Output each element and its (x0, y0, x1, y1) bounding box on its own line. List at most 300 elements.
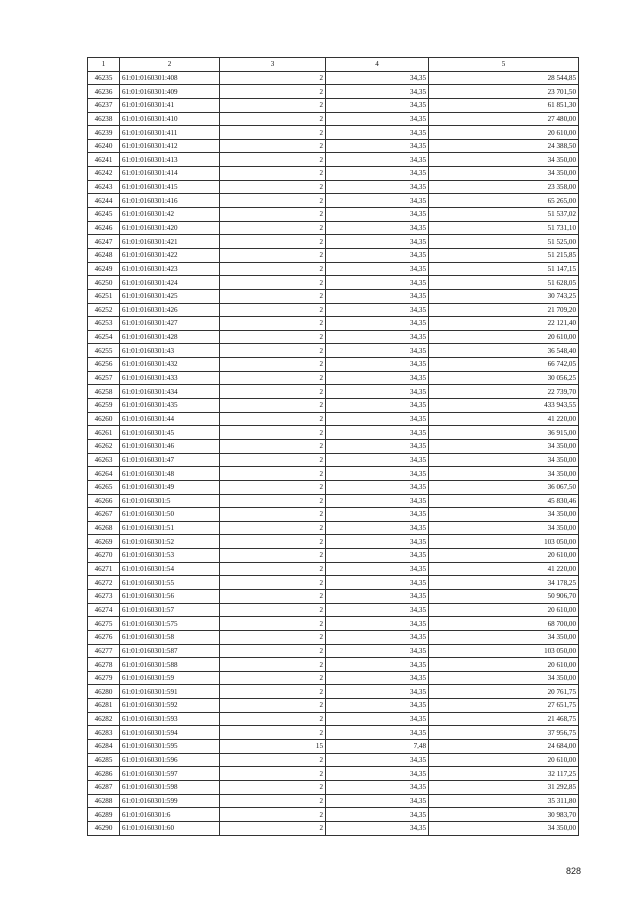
cell-value: 24 684,00 (429, 740, 579, 754)
cell-row-number: 46263 (88, 453, 120, 467)
cell-row-number: 46241 (88, 153, 120, 167)
cell-row-number: 46251 (88, 289, 120, 303)
table-row (88, 780, 579, 794)
table-row (88, 153, 579, 167)
cell-quantity: 2 (220, 480, 326, 494)
cell-quantity: 2 (220, 467, 326, 481)
cell-cadastral-number: 61:01:0160301:57 (120, 603, 220, 617)
cell-quantity: 2 (220, 412, 326, 426)
table-row (88, 439, 579, 453)
table-row (88, 808, 579, 822)
cell-rate: 34,35 (326, 494, 429, 508)
cell-quantity: 2 (220, 276, 326, 290)
cell-quantity: 2 (220, 549, 326, 563)
cell-quantity: 2 (220, 753, 326, 767)
cell-cadastral-number: 61:01:0160301:423 (120, 262, 220, 276)
table-row (88, 426, 579, 440)
cell-value: 34 350,00 (429, 521, 579, 535)
cell-value: 433 943,55 (429, 399, 579, 413)
cell-cadastral-number: 61:01:0160301:420 (120, 221, 220, 235)
cell-row-number: 46282 (88, 712, 120, 726)
table-row (88, 576, 579, 590)
cell-quantity: 2 (220, 699, 326, 713)
table-row (88, 412, 579, 426)
cell-rate: 34,35 (326, 712, 429, 726)
cell-value: 65 265,00 (429, 194, 579, 208)
cell-quantity: 2 (220, 521, 326, 535)
cell-row-number: 46274 (88, 603, 120, 617)
table-row (88, 753, 579, 767)
table-row (88, 139, 579, 153)
cell-row-number: 46264 (88, 467, 120, 481)
cell-cadastral-number: 61:01:0160301:49 (120, 480, 220, 494)
cell-cadastral-number: 61:01:0160301:412 (120, 139, 220, 153)
cell-value: 20 761,75 (429, 685, 579, 699)
cell-rate: 34,35 (326, 235, 429, 249)
cell-value: 50 906,70 (429, 589, 579, 603)
table-row (88, 617, 579, 631)
cell-quantity: 2 (220, 180, 326, 194)
cell-value: 34 350,00 (429, 153, 579, 167)
cell-cadastral-number: 61:01:0160301:5 (120, 494, 220, 508)
cell-rate: 34,35 (326, 317, 429, 331)
cell-value: 20 610,00 (429, 549, 579, 563)
cell-row-number: 46266 (88, 494, 120, 508)
cell-quantity: 2 (220, 317, 326, 331)
table-row (88, 85, 579, 99)
cell-quantity: 2 (220, 71, 326, 85)
table-row (88, 603, 579, 617)
cell-value: 34 350,00 (429, 453, 579, 467)
table-row (88, 262, 579, 276)
cell-quantity: 2 (220, 139, 326, 153)
cell-value: 51 537,02 (429, 208, 579, 222)
cell-rate: 34,35 (326, 71, 429, 85)
table-row (88, 98, 579, 112)
cell-rate: 34,35 (326, 439, 429, 453)
cell-quantity: 2 (220, 426, 326, 440)
cell-row-number: 46286 (88, 767, 120, 781)
cell-quantity: 2 (220, 535, 326, 549)
cell-value: 32 117,25 (429, 767, 579, 781)
table-row (88, 235, 579, 249)
cell-value: 28 544,85 (429, 71, 579, 85)
cell-cadastral-number: 61:01:0160301:592 (120, 699, 220, 713)
cell-value: 45 830,46 (429, 494, 579, 508)
cell-quantity: 2 (220, 576, 326, 590)
cell-value: 34 350,00 (429, 671, 579, 685)
page-number: 828 (566, 866, 582, 876)
cell-value: 103 050,00 (429, 535, 579, 549)
cell-row-number: 46249 (88, 262, 120, 276)
cell-row-number: 46288 (88, 794, 120, 808)
cell-value: 20 610,00 (429, 126, 579, 140)
cell-value: 41 220,00 (429, 562, 579, 576)
cell-row-number: 46278 (88, 658, 120, 672)
cell-rate: 34,35 (326, 358, 429, 372)
cell-rate: 34,35 (326, 467, 429, 481)
cell-value: 36 067,50 (429, 480, 579, 494)
table-row (88, 358, 579, 372)
cell-cadastral-number: 61:01:0160301:416 (120, 194, 220, 208)
cell-quantity: 2 (220, 344, 326, 358)
cell-row-number: 46237 (88, 98, 120, 112)
cell-row-number: 46289 (88, 808, 120, 822)
cell-row-number: 46238 (88, 112, 120, 126)
table-body (88, 71, 579, 835)
cell-row-number: 46261 (88, 426, 120, 440)
table-row (88, 494, 579, 508)
cell-quantity: 2 (220, 508, 326, 522)
table-row (88, 453, 579, 467)
table-row (88, 330, 579, 344)
cell-quantity: 2 (220, 289, 326, 303)
cell-row-number: 46273 (88, 589, 120, 603)
table-row (88, 112, 579, 126)
cell-row-number: 46252 (88, 303, 120, 317)
cell-value: 34 178,25 (429, 576, 579, 590)
table-row (88, 385, 579, 399)
cell-row-number: 46246 (88, 221, 120, 235)
cell-quantity: 2 (220, 767, 326, 781)
cell-value: 27 651,75 (429, 699, 579, 713)
cell-quantity: 2 (220, 330, 326, 344)
cell-rate: 34,35 (326, 671, 429, 685)
cell-value: 34 350,00 (429, 508, 579, 522)
cell-cadastral-number: 61:01:0160301:414 (120, 167, 220, 181)
cell-rate: 34,35 (326, 344, 429, 358)
cell-row-number: 46247 (88, 235, 120, 249)
cell-quantity: 2 (220, 235, 326, 249)
cell-value: 35 311,80 (429, 794, 579, 808)
cell-row-number: 46267 (88, 508, 120, 522)
cell-cadastral-number: 61:01:0160301:597 (120, 767, 220, 781)
cell-cadastral-number: 61:01:0160301:54 (120, 562, 220, 576)
cell-rate: 34,35 (326, 535, 429, 549)
table-row (88, 248, 579, 262)
cell-rate: 34,35 (326, 167, 429, 181)
cell-rate: 34,35 (326, 330, 429, 344)
cell-quantity: 2 (220, 303, 326, 317)
table-row (88, 535, 579, 549)
table-row (88, 699, 579, 713)
cell-cadastral-number: 61:01:0160301:587 (120, 644, 220, 658)
cell-rate: 34,35 (326, 208, 429, 222)
cell-row-number: 46258 (88, 385, 120, 399)
cell-row-number: 46287 (88, 780, 120, 794)
table-row (88, 167, 579, 181)
cell-cadastral-number: 61:01:0160301:575 (120, 617, 220, 631)
registry-table (87, 57, 579, 836)
cell-cadastral-number: 61:01:0160301:47 (120, 453, 220, 467)
cell-cadastral-number: 61:01:0160301:46 (120, 439, 220, 453)
table-row (88, 630, 579, 644)
cell-quantity: 2 (220, 821, 326, 835)
cell-value: 20 610,00 (429, 753, 579, 767)
cell-rate: 34,35 (326, 508, 429, 522)
table-row (88, 794, 579, 808)
cell-cadastral-number: 61:01:0160301:433 (120, 371, 220, 385)
table-row (88, 508, 579, 522)
cell-cadastral-number: 61:01:0160301:53 (120, 549, 220, 563)
cell-quantity: 2 (220, 685, 326, 699)
cell-rate: 34,35 (326, 112, 429, 126)
cell-row-number: 46245 (88, 208, 120, 222)
cell-value: 34 350,00 (429, 167, 579, 181)
cell-value: 34 350,00 (429, 821, 579, 835)
cell-value: 68 700,00 (429, 617, 579, 631)
cell-row-number: 46244 (88, 194, 120, 208)
cell-value: 34 350,00 (429, 630, 579, 644)
cell-value: 51 731,10 (429, 221, 579, 235)
cell-quantity: 2 (220, 399, 326, 413)
cell-value: 27 480,00 (429, 112, 579, 126)
cell-row-number: 46270 (88, 549, 120, 563)
cell-quantity: 2 (220, 562, 326, 576)
table-row (88, 740, 579, 754)
cell-value: 20 610,00 (429, 330, 579, 344)
cell-row-number: 46277 (88, 644, 120, 658)
cell-rate: 34,35 (326, 767, 429, 781)
cell-quantity: 2 (220, 494, 326, 508)
cell-rate: 34,35 (326, 699, 429, 713)
cell-rate: 34,35 (326, 153, 429, 167)
cell-value: 103 050,00 (429, 644, 579, 658)
cell-rate: 34,35 (326, 780, 429, 794)
cell-cadastral-number: 61:01:0160301:422 (120, 248, 220, 262)
cell-rate: 34,35 (326, 562, 429, 576)
cell-quantity: 2 (220, 153, 326, 167)
cell-row-number: 46259 (88, 399, 120, 413)
cell-row-number: 46262 (88, 439, 120, 453)
cell-row-number: 46272 (88, 576, 120, 590)
cell-row-number: 46269 (88, 535, 120, 549)
cell-value: 51 628,05 (429, 276, 579, 290)
cell-cadastral-number: 61:01:0160301:424 (120, 276, 220, 290)
cell-quantity: 2 (220, 112, 326, 126)
cell-rate: 34,35 (326, 85, 429, 99)
cell-cadastral-number: 61:01:0160301:588 (120, 658, 220, 672)
cell-row-number: 46290 (88, 821, 120, 835)
cell-cadastral-number: 61:01:0160301:595 (120, 740, 220, 754)
table-row (88, 562, 579, 576)
cell-row-number: 46260 (88, 412, 120, 426)
table-row (88, 344, 579, 358)
table-row (88, 521, 579, 535)
cell-rate: 34,35 (326, 726, 429, 740)
cell-quantity: 2 (220, 167, 326, 181)
cell-cadastral-number: 61:01:0160301:411 (120, 126, 220, 140)
cell-rate: 34,35 (326, 385, 429, 399)
cell-rate: 34,35 (326, 576, 429, 590)
header-col-3: 3 (220, 58, 326, 72)
cell-quantity: 2 (220, 126, 326, 140)
cell-cadastral-number: 61:01:0160301:408 (120, 71, 220, 85)
table-row (88, 399, 579, 413)
cell-rate: 34,35 (326, 412, 429, 426)
table-row (88, 317, 579, 331)
cell-quantity: 2 (220, 439, 326, 453)
table-row (88, 221, 579, 235)
cell-rate: 34,35 (326, 808, 429, 822)
header-col-5: 5 (429, 58, 579, 72)
cell-rate: 7,48 (326, 740, 429, 754)
cell-rate: 34,35 (326, 685, 429, 699)
cell-quantity: 2 (220, 658, 326, 672)
cell-value: 34 350,00 (429, 439, 579, 453)
cell-value: 23 358,00 (429, 180, 579, 194)
cell-row-number: 46256 (88, 358, 120, 372)
cell-cadastral-number: 61:01:0160301:45 (120, 426, 220, 440)
cell-row-number: 46281 (88, 699, 120, 713)
table-row (88, 303, 579, 317)
cell-rate: 34,35 (326, 821, 429, 835)
cell-rate: 34,35 (326, 276, 429, 290)
cell-cadastral-number: 61:01:0160301:413 (120, 153, 220, 167)
cell-value: 36 548,40 (429, 344, 579, 358)
cell-row-number: 46254 (88, 330, 120, 344)
cell-cadastral-number: 61:01:0160301:6 (120, 808, 220, 822)
table-row (88, 726, 579, 740)
cell-quantity: 2 (220, 385, 326, 399)
cell-row-number: 46271 (88, 562, 120, 576)
cell-rate: 34,35 (326, 589, 429, 603)
cell-rate: 34,35 (326, 194, 429, 208)
table-row (88, 180, 579, 194)
cell-cadastral-number: 61:01:0160301:56 (120, 589, 220, 603)
cell-rate: 34,35 (326, 262, 429, 276)
cell-value: 34 350,00 (429, 467, 579, 481)
cell-quantity: 2 (220, 726, 326, 740)
cell-cadastral-number: 61:01:0160301:598 (120, 780, 220, 794)
cell-quantity: 2 (220, 794, 326, 808)
cell-row-number: 46265 (88, 480, 120, 494)
cell-row-number: 46255 (88, 344, 120, 358)
cell-cadastral-number: 61:01:0160301:60 (120, 821, 220, 835)
cell-row-number: 46275 (88, 617, 120, 631)
cell-row-number: 46283 (88, 726, 120, 740)
cell-row-number: 46248 (88, 248, 120, 262)
cell-cadastral-number: 61:01:0160301:48 (120, 467, 220, 481)
cell-cadastral-number: 61:01:0160301:596 (120, 753, 220, 767)
cell-rate: 34,35 (326, 248, 429, 262)
cell-rate: 34,35 (326, 617, 429, 631)
table-row (88, 658, 579, 672)
cell-rate: 34,35 (326, 371, 429, 385)
cell-rate: 34,35 (326, 794, 429, 808)
cell-row-number: 46240 (88, 139, 120, 153)
cell-value: 22 121,40 (429, 317, 579, 331)
cell-row-number: 46279 (88, 671, 120, 685)
cell-cadastral-number: 61:01:0160301:43 (120, 344, 220, 358)
cell-cadastral-number: 61:01:0160301:426 (120, 303, 220, 317)
cell-value: 31 292,85 (429, 780, 579, 794)
cell-cadastral-number: 61:01:0160301:59 (120, 671, 220, 685)
cell-rate: 34,35 (326, 399, 429, 413)
cell-value: 30 983,70 (429, 808, 579, 822)
cell-row-number: 46239 (88, 126, 120, 140)
table-row (88, 712, 579, 726)
table-row (88, 671, 579, 685)
cell-row-number: 46280 (88, 685, 120, 699)
cell-cadastral-number: 61:01:0160301:427 (120, 317, 220, 331)
table-row (88, 467, 579, 481)
cell-value: 51 147,15 (429, 262, 579, 276)
table-row (88, 480, 579, 494)
cell-quantity: 2 (220, 194, 326, 208)
cell-value: 41 220,00 (429, 412, 579, 426)
cell-quantity: 2 (220, 98, 326, 112)
table-row (88, 208, 579, 222)
cell-rate: 34,35 (326, 221, 429, 235)
cell-cadastral-number: 61:01:0160301:410 (120, 112, 220, 126)
cell-row-number: 46243 (88, 180, 120, 194)
cell-quantity: 2 (220, 371, 326, 385)
cell-quantity: 2 (220, 248, 326, 262)
table-row (88, 126, 579, 140)
cell-cadastral-number: 61:01:0160301:409 (120, 85, 220, 99)
cell-value: 51 525,00 (429, 235, 579, 249)
cell-value: 21 468,75 (429, 712, 579, 726)
cell-quantity: 2 (220, 262, 326, 276)
cell-quantity: 2 (220, 208, 326, 222)
cell-rate: 34,35 (326, 753, 429, 767)
cell-rate: 34,35 (326, 180, 429, 194)
cell-cadastral-number: 61:01:0160301:41 (120, 98, 220, 112)
cell-quantity: 2 (220, 644, 326, 658)
cell-cadastral-number: 61:01:0160301:594 (120, 726, 220, 740)
cell-rate: 34,35 (326, 289, 429, 303)
cell-quantity: 2 (220, 617, 326, 631)
table-row (88, 589, 579, 603)
cell-quantity: 2 (220, 358, 326, 372)
cell-quantity: 2 (220, 671, 326, 685)
cell-value: 24 388,50 (429, 139, 579, 153)
cell-rate: 34,35 (326, 658, 429, 672)
cell-row-number: 46253 (88, 317, 120, 331)
header-row (88, 58, 579, 72)
cell-cadastral-number: 61:01:0160301:52 (120, 535, 220, 549)
cell-cadastral-number: 61:01:0160301:434 (120, 385, 220, 399)
cell-quantity: 2 (220, 589, 326, 603)
cell-rate: 34,35 (326, 126, 429, 140)
table-row (88, 71, 579, 85)
cell-rate: 34,35 (326, 303, 429, 317)
cell-cadastral-number: 61:01:0160301:58 (120, 630, 220, 644)
cell-quantity: 15 (220, 740, 326, 754)
cell-value: 20 610,00 (429, 603, 579, 617)
table-row (88, 767, 579, 781)
cell-value: 23 701,50 (429, 85, 579, 99)
cell-rate: 34,35 (326, 480, 429, 494)
cell-cadastral-number: 61:01:0160301:425 (120, 289, 220, 303)
cell-value: 66 742,05 (429, 358, 579, 372)
cell-value: 61 851,30 (429, 98, 579, 112)
cell-quantity: 2 (220, 221, 326, 235)
cell-cadastral-number: 61:01:0160301:50 (120, 508, 220, 522)
cell-row-number: 46268 (88, 521, 120, 535)
cell-cadastral-number: 61:01:0160301:593 (120, 712, 220, 726)
table-row (88, 549, 579, 563)
cell-cadastral-number: 61:01:0160301:42 (120, 208, 220, 222)
cell-row-number: 46284 (88, 740, 120, 754)
cell-value: 30 056,25 (429, 371, 579, 385)
cell-rate: 34,35 (326, 549, 429, 563)
cell-quantity: 2 (220, 85, 326, 99)
cell-rate: 34,35 (326, 603, 429, 617)
table-row (88, 371, 579, 385)
table-row (88, 644, 579, 658)
